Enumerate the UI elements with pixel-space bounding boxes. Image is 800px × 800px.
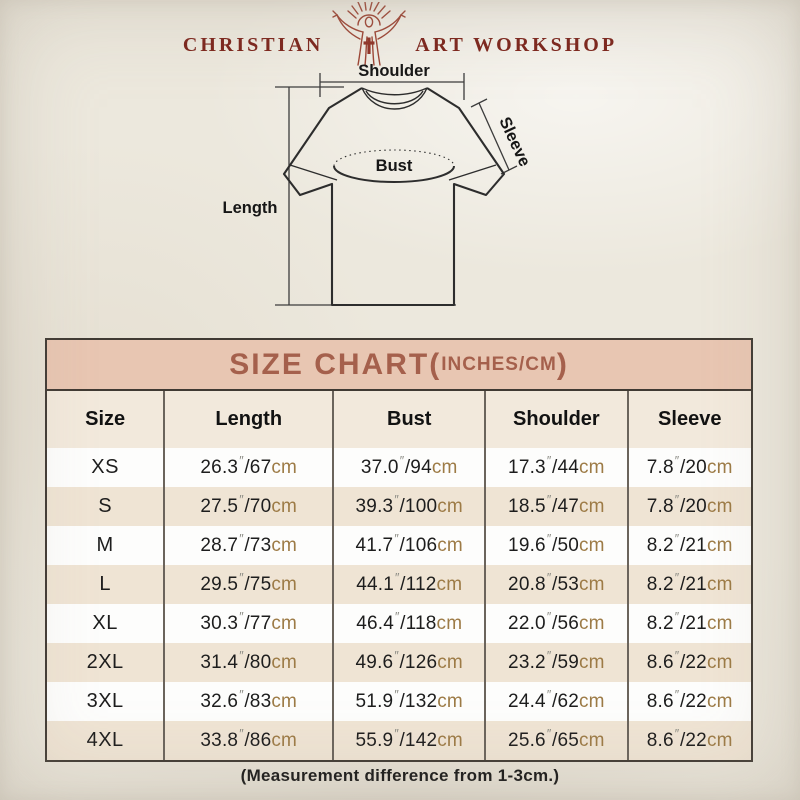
length-value: 29.5 ″ /75 cm bbox=[165, 565, 334, 604]
shoulder-value: 25.6 ″ /65 cm bbox=[486, 721, 628, 760]
brand-name-right: ART WORKSHOP bbox=[415, 34, 618, 56]
shoulder-value: 23.2 ″ /59 cm bbox=[486, 643, 628, 682]
table-row bbox=[47, 565, 751, 604]
length-value: 31.4 ″ /80 cm bbox=[165, 643, 334, 682]
size-table-body bbox=[47, 448, 751, 760]
bust-value: 44.1 ″ /112 cm bbox=[334, 565, 486, 604]
tshirt-measurement-diagram bbox=[192, 60, 622, 328]
column-header: Shoulder bbox=[486, 391, 628, 448]
sleeve-value: 7.8 ″ /20 cm bbox=[646, 493, 733, 517]
shoulder-value: 19.6 ″ /50 cm bbox=[486, 526, 628, 565]
size-label: 2XL bbox=[47, 643, 165, 682]
diagram-label-bust: Bust bbox=[375, 157, 413, 175]
shoulder-value: 17.3 ″ /44 cm bbox=[486, 448, 628, 487]
diagram-label-shoulder: Shoulder bbox=[358, 62, 430, 80]
column-header: Size bbox=[47, 391, 165, 448]
size-label: XS bbox=[47, 448, 165, 487]
bust-value: 49.6 ″ /126 cm bbox=[334, 643, 486, 682]
size-label: XL bbox=[47, 604, 165, 643]
size-label: S bbox=[47, 487, 165, 526]
diagram-label-length: Length bbox=[222, 199, 278, 217]
sleeve-value: 8.6 ″ /22 cm bbox=[646, 688, 733, 712]
sleeve-value: 8.2 ″ /21 cm bbox=[646, 571, 733, 595]
size-chart-title-close: ) bbox=[556, 348, 569, 381]
table-row bbox=[47, 487, 751, 526]
length-value: 33.8 ″ /86 cm bbox=[165, 721, 334, 760]
brand-logo bbox=[0, 0, 800, 66]
brand-name-left: CHRISTIAN bbox=[182, 34, 324, 56]
length-value: 30.3 ″ /77 cm bbox=[165, 604, 334, 643]
table-row bbox=[47, 604, 751, 643]
size-label: M bbox=[47, 526, 165, 565]
size-table-header bbox=[47, 391, 751, 448]
column-header: Sleeve bbox=[658, 408, 722, 430]
sleeve-value: 8.2 ″ /21 cm bbox=[646, 610, 733, 634]
table-row bbox=[47, 721, 751, 760]
length-value: 28.7 ″ /73 cm bbox=[165, 526, 334, 565]
sleeve-value: 8.2 ″ /21 cm bbox=[646, 532, 733, 556]
bust-value: 55.9 ″ /142 cm bbox=[334, 721, 486, 760]
length-value: 26.3 ″ /67 cm bbox=[165, 448, 334, 487]
shoulder-value: 24.4 ″ /62 cm bbox=[486, 682, 628, 721]
shoulder-value: 18.5 ″ /47 cm bbox=[486, 487, 628, 526]
bust-value: 39.3 ″ /100 cm bbox=[334, 487, 486, 526]
shoulder-value: 22.0 ″ /56 cm bbox=[486, 604, 628, 643]
table-row bbox=[47, 643, 751, 682]
length-value: 27.5 ″ /70 cm bbox=[165, 487, 334, 526]
jesus-rays-icon bbox=[330, 2, 408, 66]
size-label: L bbox=[47, 565, 165, 604]
size-label: 4XL bbox=[47, 721, 165, 760]
size-label: 3XL bbox=[47, 682, 165, 721]
bust-value: 46.4 ″ /118 cm bbox=[334, 604, 486, 643]
shoulder-value: 20.8 ″ /53 cm bbox=[486, 565, 628, 604]
sleeve-value: 7.8 ″ /20 cm bbox=[646, 454, 733, 478]
size-chart-title bbox=[47, 340, 751, 391]
size-chart-title-main: SIZE CHART( bbox=[229, 348, 442, 381]
sleeve-value: 8.6 ″ /22 cm bbox=[646, 649, 733, 673]
table-row bbox=[47, 526, 751, 565]
table-row bbox=[47, 682, 751, 721]
size-chart bbox=[45, 338, 753, 762]
sleeve-value: 8.6 ″ /22 cm bbox=[646, 727, 733, 751]
diagram-label-sleeve: Sleeve bbox=[495, 114, 534, 170]
column-header: Length bbox=[165, 391, 334, 448]
bust-value: 41.7 ″ /106 cm bbox=[334, 526, 486, 565]
size-chart-title-units: INCHES/CM bbox=[441, 354, 557, 375]
table-row bbox=[47, 448, 751, 487]
column-header: Bust bbox=[334, 391, 486, 448]
length-value: 32.6 ″ /83 cm bbox=[165, 682, 334, 721]
bust-value: 51.9 ″ /132 cm bbox=[334, 682, 486, 721]
measurement-note: (Measurement difference from 1-3cm.) bbox=[240, 766, 560, 785]
bust-value: 37.0 ″ /94 cm bbox=[334, 448, 486, 487]
